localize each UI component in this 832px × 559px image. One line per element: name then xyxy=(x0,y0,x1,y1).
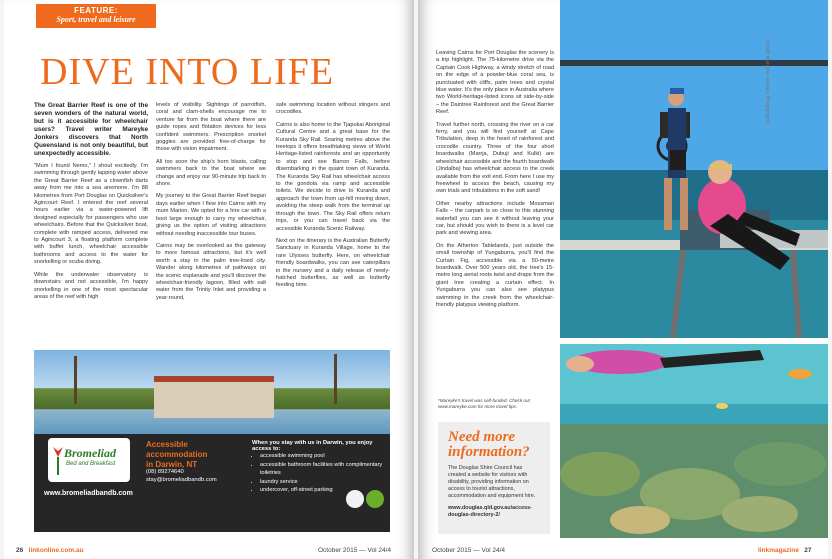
need-more-info-box xyxy=(438,422,550,534)
right-page xyxy=(418,0,828,559)
paragraph: levels of visibility. Sightings of parrotfish, coral and clam-shells encourage me to venture far from the boat where there are guide ropes and flotation devices for less confident swimmers. Prescription snorkel goggles are provided free-of-charge for those with vision impairment. xyxy=(156,102,266,153)
right-footer-issue: October 2015 — Vol 24/4 xyxy=(432,547,505,554)
ad-feature-item: • undercover, off-street parking xyxy=(260,486,390,495)
ad-email[interactable]: stay@bromeliadbandb.com xyxy=(146,477,217,483)
article-intro: The Great Barrier Reef is one of the seven wonders of the natural world, but is it accessible for wheelchair users? Travel writer Mareyke Jonkers discovers that North Queensland is not only beautiful, but unexpectedly accessible. xyxy=(34,102,148,157)
right-footer xyxy=(758,547,811,554)
ad-lead-text: When you stay with us in Darwin, you enjoy access to: xyxy=(252,440,373,452)
bromeliad-advertisement xyxy=(34,350,390,532)
ad-title-line: in Darwin, NT xyxy=(146,460,198,469)
photo-credit: Credit: Mareyke Jonkers Photography xyxy=(764,40,771,124)
ad-title xyxy=(146,440,207,470)
bromeliad-logo xyxy=(48,438,130,482)
ad-poolside-photo xyxy=(34,350,390,434)
ad-feature-item: • laundry service xyxy=(260,478,390,487)
sidebar-title: Need more information? xyxy=(448,429,530,460)
footer-magazine: linkmagazine xyxy=(758,547,799,554)
sidebar-link[interactable]: www.douglas.qld.gov.au/access-douglas-directory-2/ xyxy=(448,505,532,518)
paragraph: safe swimming location without stingers and crocodiles. xyxy=(276,102,390,116)
feature-tab xyxy=(36,4,156,28)
ad-logo-subtitle: Bed and Breakfast xyxy=(66,461,116,467)
pontoon-photo xyxy=(560,0,828,338)
feature-tab-subtitle: Sport, travel and leisure xyxy=(56,15,136,24)
ad-contact xyxy=(146,468,217,484)
ad-house-shape xyxy=(154,376,274,418)
ad-palm-trunk xyxy=(334,354,337,404)
page-number: 26 xyxy=(16,547,24,554)
ad-title-line: accommodation xyxy=(146,450,208,459)
left-footer-issue: October 2015 — Vol 24/4 xyxy=(318,547,391,554)
column-1 xyxy=(34,102,148,306)
paragraph: Leaving Cairns for Port Douglas the scenery is a trip highlight. The 75-kilometre drive via the Captain Cook Highway, a windy stretch of road on the edge of a powder-blue coral sea, is punctuated with cliffs, palm trees and crystal blue water. It's the only place in Australia where two World-heritage-listed icons sit side-by-side – the Daintree Rainforest and the Great Barrier Reef. xyxy=(436,50,554,116)
reef-photo-art xyxy=(560,344,828,538)
paragraph: While the underwater observatory is downstairs and not accessible, I'm happy snorkelling in one of the most spectacular areas of the reef with high xyxy=(34,271,148,300)
ad-feature-item: • accessible swimming pool xyxy=(260,452,390,461)
footnote: *Mareyke's travel was self-funded. Check out www.mareyke.com for more travel tips. xyxy=(438,398,530,409)
paragraph: All too soon the ship's horn blasts, calling swimmers back to the boat where we change and enjoy our 90-minute trip back to shore. xyxy=(156,158,266,188)
paragraph: My journey to the Great Barrier Reef began days earlier when I flew into Cairns with my mum Marion. We opted for a hire car with a boot large enough to carry my wheelchair, giving us the option of visiting attractions without needing inaccessible tour buses. xyxy=(156,193,266,237)
left-page xyxy=(4,0,414,559)
ad-feature-item: • accessible bathroom facilities with complimentary toiletries xyxy=(260,461,390,478)
feature-tab-label: FEATURE: xyxy=(74,6,118,15)
ad-feature-list xyxy=(252,452,390,495)
paragraph: Cairns may be overlooked as the gateway to more famous attractions, but it's well worth a stay in the palm tree-lined city. Wander along kilometres of pathways on the scenic esplanade and you'll discover the wheelchair-friendly lagoon, filled with salt water from the Trinity Inlet and providing a year-round, xyxy=(156,242,266,301)
paragraph: "Mum I found Nemo," I shout excitedly. I'm swimming through gently lapping water above the Great Barrier Reef as a clownfish darts away from me into a sea anemone. I'm 88 kilometres from Port Douglas on Quicksilver's Agincourt Reef. I entered the reef several hours earlier via a water-powered lift designed especially for passengers who use wheelchairs. Before that the Quicksilver boat, complete with ramped access, delivered me to Agincourt 3, a floating platform complete with buffet lunch, wheelchair accessible bathrooms and access to the water for snorkelling or scuba diving. xyxy=(34,163,148,266)
column-4 xyxy=(436,50,554,314)
paragraph: Next on the itinerary is the Australian Butterfly Sanctuary in Kuranda Village, home to the rare Ulysses butterfly. Here, on wheelchair friendly boardwalks, you can see caterpillars in the nursery and a daily release of newly-hatched butterflies, as well as butterfly feeding time. xyxy=(276,237,390,289)
reef-photo xyxy=(560,344,828,538)
paragraph: Travel further north, crossing the river on a car ferry, and you will find yourself at Cape Tribulation, deep in the heart of rainforest and crocodile country. Three of the four short boardwalks (Marrja, Dubuji and Kulki) are wheelchair accessible and the fourth boardwalk (Jindalba) has wheelchair access to the creek available from the exit end. From here I use my freewheel to access the beach, causing my own trials and tribulations in the soft sand! xyxy=(436,121,554,195)
ad-logo-name: Bromeliad xyxy=(64,446,117,460)
ad-title-line: Accessible xyxy=(146,440,188,449)
sidebar-text: The Douglas Shire Council has created a website for visitors with disability, providing information on access to tourist attractions, accommodation and equipment hire. xyxy=(448,465,536,499)
ad-palm-trunk xyxy=(74,356,77,404)
column-2 xyxy=(156,102,266,307)
pontoon-photo-art xyxy=(560,0,828,338)
ad-phone: (08) 89274640 xyxy=(146,469,184,475)
paragraph: Other nearby attractions include Mossman Falls – the carpark is so close to this stunning waterfall you can see it without leaving your car, but should you wish to there is a level car park and viewing area. xyxy=(436,200,554,237)
paragraph: Cairns is also home to the Tjapukai Aboriginal Cultural Centre and a great base for the Kuranda Sky Rail. Soaring metres above the treetops it offers breathtaking views of World Heritage-listed rainforests and an opportunity to stop and see Barron Falls, before disembarking in the quaint town of Kuranda. The Kuranda Sky Rail has wheelchair access to the gondola via ramp and accessible toilets. We decide to drive to Kuranda and approach the town from up-hill moving down, avoiding the steep walk from the terminal up through the town. The Sky Rail offers return trips, or you can travel back via the accessible Kuranda Scenic Railway. xyxy=(276,121,390,232)
accessibility-badge-icon xyxy=(346,490,364,508)
ad-website-link[interactable]: www.bromeliadbandb.com xyxy=(44,490,133,497)
column-3 xyxy=(276,102,390,295)
article-headline: DIVE INTO LIFE xyxy=(40,51,335,93)
left-footer xyxy=(16,547,84,554)
eco-badge-icon xyxy=(366,490,384,508)
footer-site: linkonline.com.au xyxy=(28,547,84,554)
page-number: 27 xyxy=(804,547,812,554)
paragraph: On the Atherton Tablelands, just outside the small township of Yungaburra, you'll find the Curtain Fig, accessible via a 50-metre boardwalk. Over 500 years old, the tree's 15-metre long aerial roots twist and drape from the giant tree creating a curtain effect. In Yungaburra you can also see platypus swimming in the creek from the wheelchair-friendly platypus viewing platform. xyxy=(436,242,554,308)
